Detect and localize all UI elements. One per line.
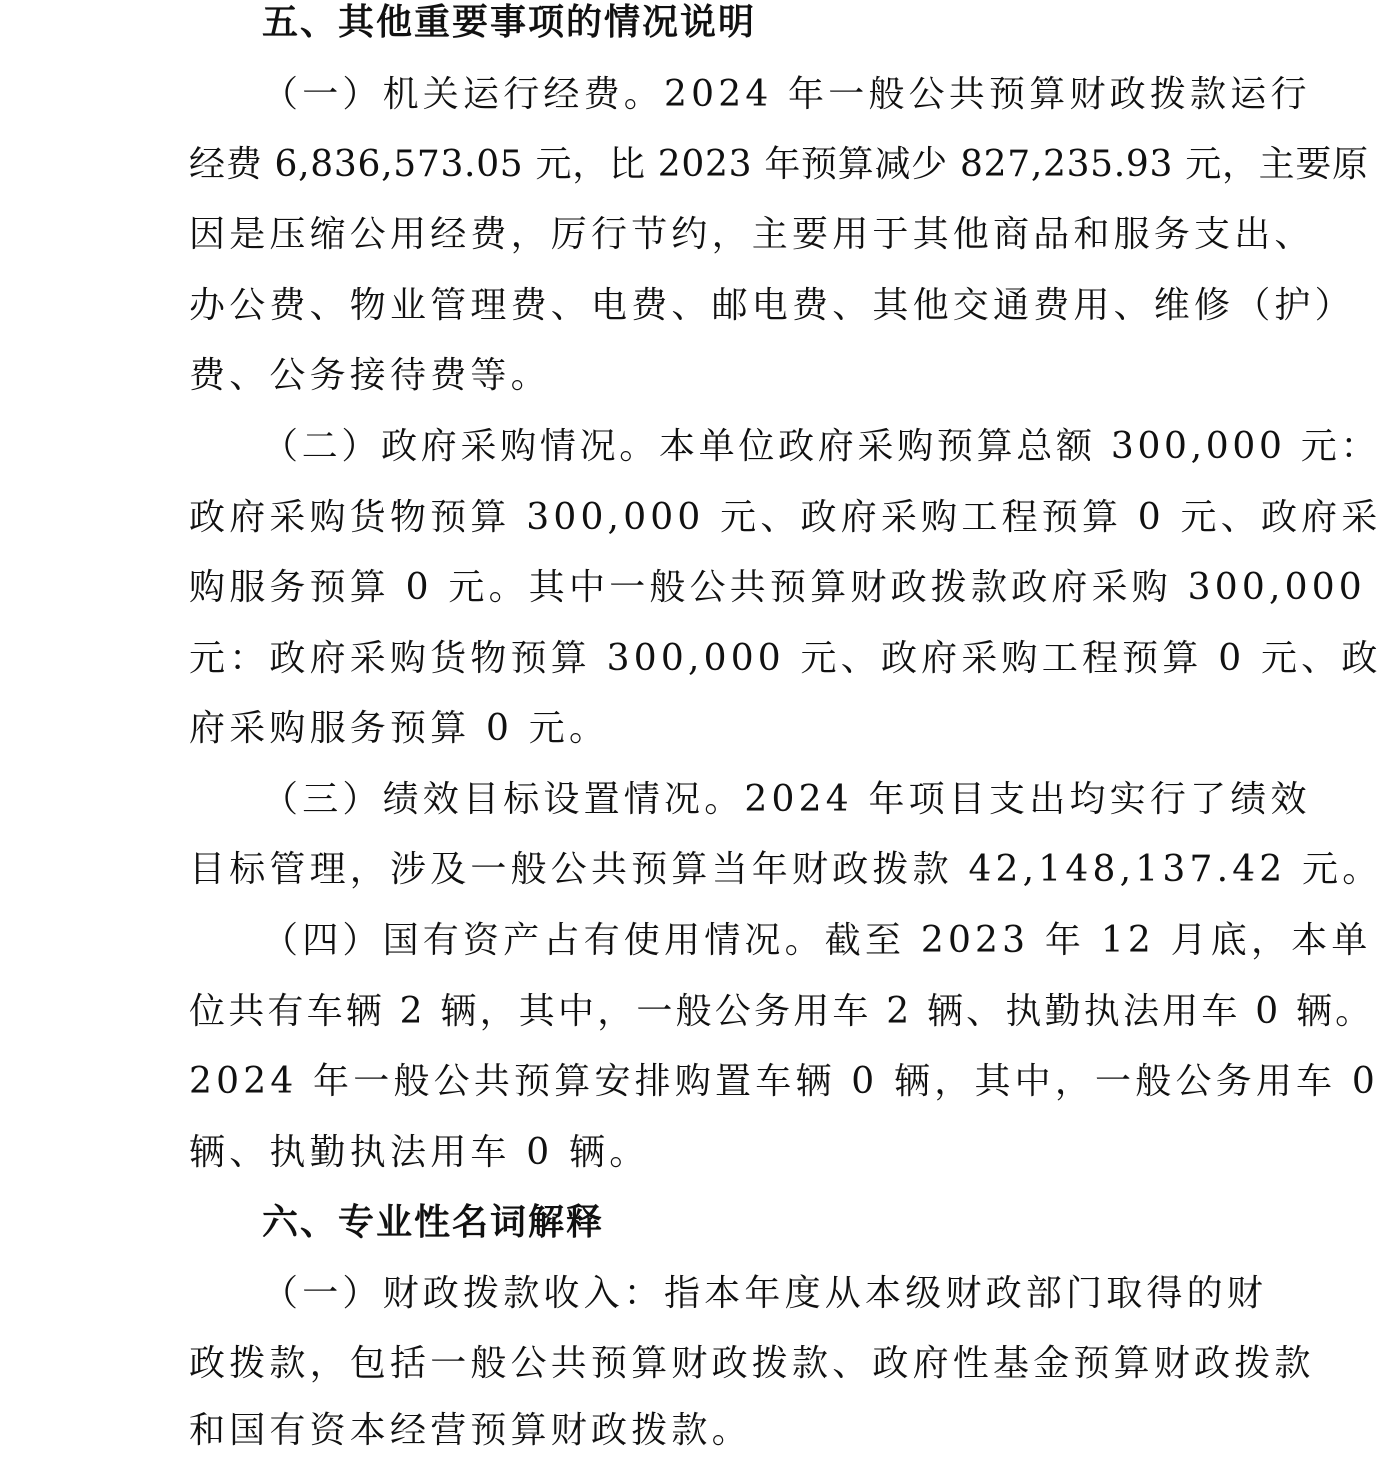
para-fiscal-income-line-3: 和国有资本经营预算财政拨款。	[189, 1410, 752, 1451]
para-operating-costs-line-5: 费、公务接待费等。	[189, 355, 551, 396]
para-procurement-line-4: 元：政府采购货物预算 300,000 元、政府采购工程预算 0 元、政	[189, 638, 1382, 679]
para-assets-line-2: 位共有车辆 2 辆，其中，一般公务用车 2 辆、执勤执法用车 0 辆。	[189, 991, 1375, 1032]
para-procurement-line-3: 购服务预算 0 元。其中一般公共预算财政拨款政府采购 300,000	[189, 567, 1366, 608]
para-operating-costs-line-3: 因是压缩公用经费，厉行节约，主要用于其他商品和服务支出、	[189, 214, 1315, 255]
para-assets-line-4: 辆、执勤执法用车 0 辆。	[189, 1132, 650, 1173]
para-fiscal-income-line-2: 政拨款，包括一般公共预算财政拨款、政府性基金预算财政拨款	[189, 1343, 1315, 1384]
para-procurement-line-2: 政府采购货物预算 300,000 元、政府采购工程预算 0 元、政府采	[189, 497, 1382, 538]
para-operating-costs-line-2: 经费 6,836,573.05 元，比 2023 年预算减少 827,235.93 元，主要原	[189, 144, 1369, 185]
para-performance-line-1: （三）绩效目标设置情况。2024 年项目支出均实行了绩效	[262, 779, 1311, 820]
section-6-heading: 六、专业性名词解释	[262, 1202, 605, 1243]
para-procurement-line-5: 府采购服务预算 0 元。	[189, 708, 610, 749]
section-5-heading: 五、其他重要事项的情况说明	[262, 2, 757, 43]
para-operating-costs-line-4: 办公费、物业管理费、电费、邮电费、其他交通费用、维修（护）	[189, 285, 1355, 326]
para-assets-line-3: 2024 年一般公共预算安排购置车辆 0 辆，其中，一般公务用车 0	[189, 1061, 1379, 1102]
para-fiscal-income-line-1: （一）财政拨款收入：指本年度从本级财政部门取得的财	[262, 1273, 1268, 1314]
para-operating-costs-line-1: （一）机关运行经费。2024 年一般公共预算财政拨款运行	[262, 74, 1311, 115]
para-procurement-line-1: （二）政府采购情况。本单位政府采购预算总额 300,000 元：	[262, 426, 1381, 467]
para-performance-line-2: 目标管理，涉及一般公共预算当年财政拨款 42,148,137.42 元。	[189, 849, 1383, 890]
para-assets-line-1: （四）国有资产占有使用情况。截至 2023 年 12 月底，本单	[262, 920, 1372, 961]
